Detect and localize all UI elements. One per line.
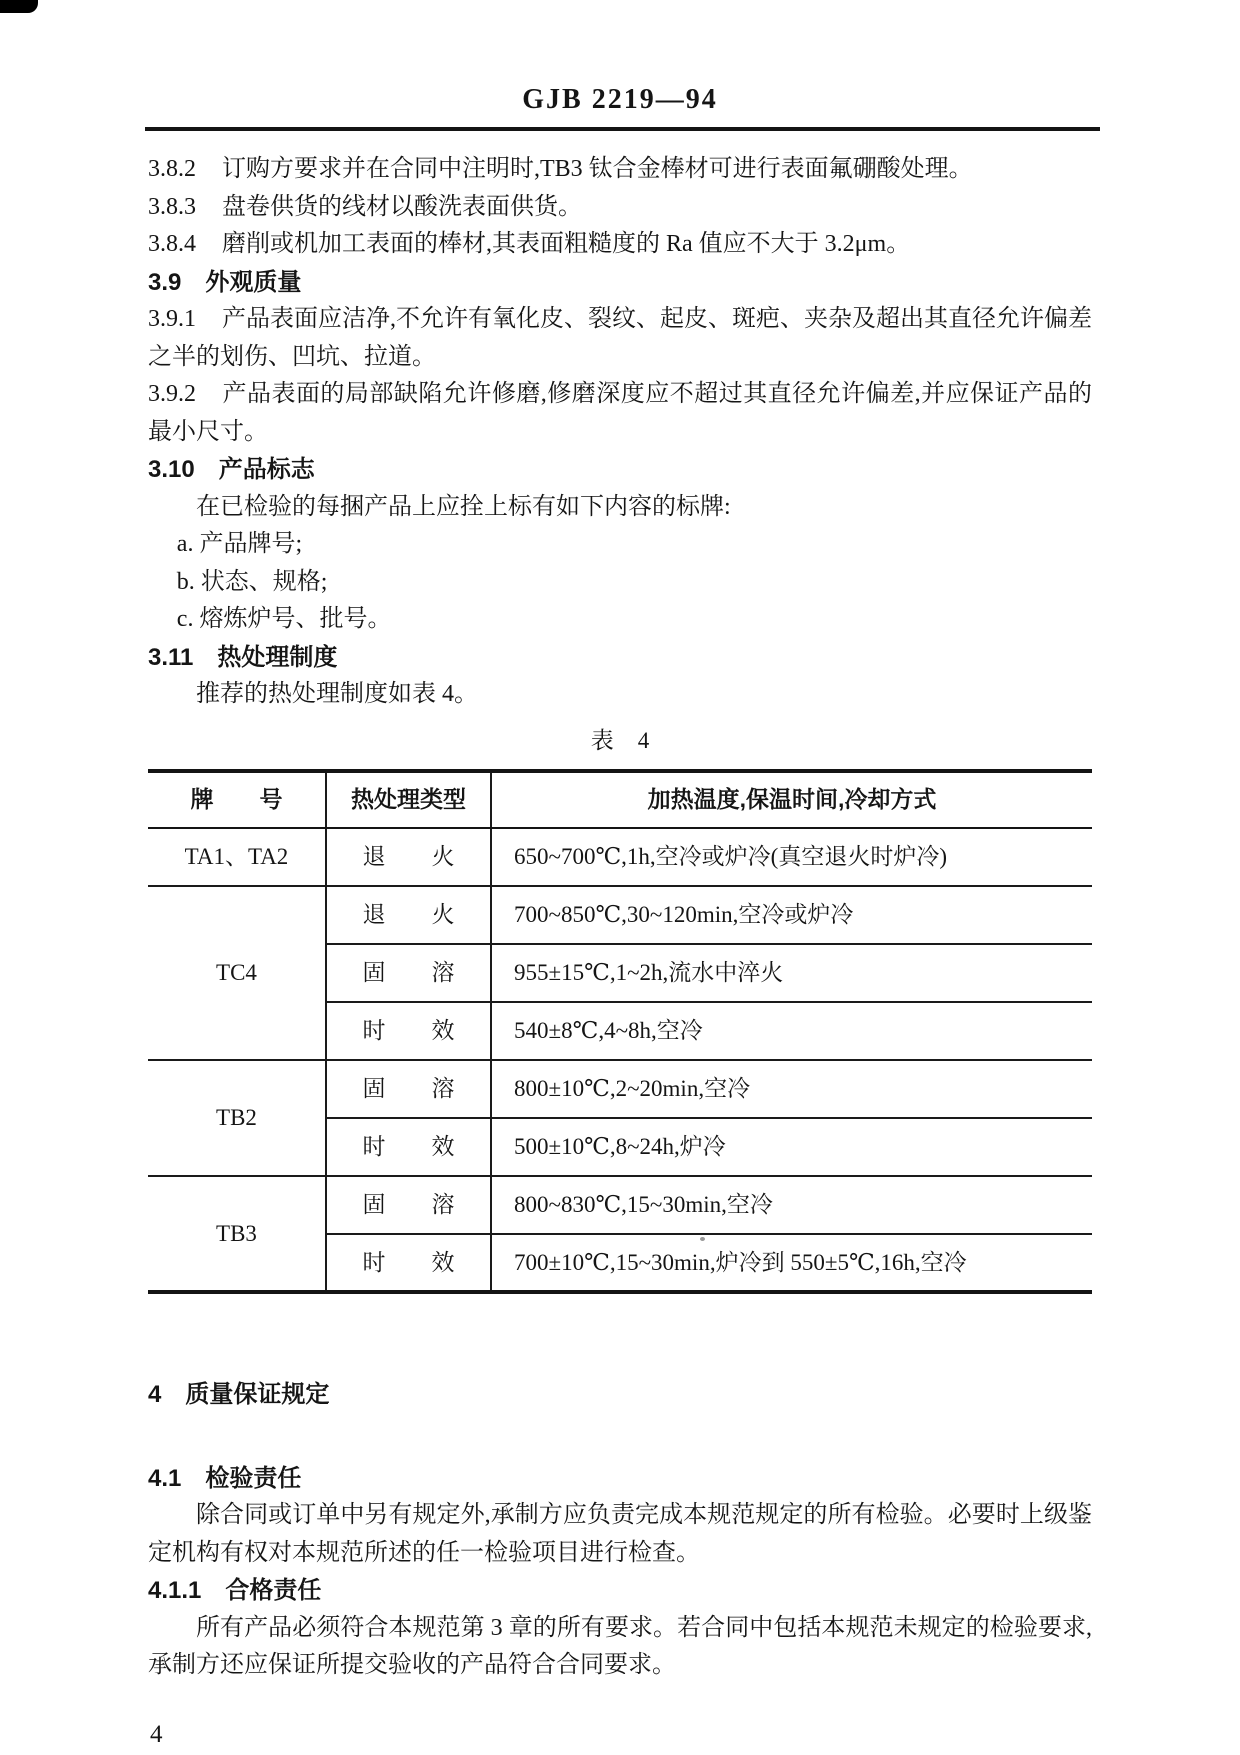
regime-cell: 700±10℃,15~30min,炉冷到 550±5℃,16h,空冷 — [491, 1234, 1092, 1292]
clause-number: 3.9.1 — [148, 306, 196, 332]
heading-text: 合格责任 — [225, 1577, 322, 1604]
clause-number: 3.8.2 — [148, 156, 196, 182]
header-rule — [145, 127, 1100, 131]
regime-cell: 955±15℃,1~2h,流水中淬火 — [491, 944, 1092, 1002]
clause-3-9-2 — [148, 376, 1092, 451]
list-item-b — [148, 564, 1092, 602]
column-header-regime: 加热温度,保温时间,冷却方式 — [491, 771, 1092, 828]
paragraph-text: 所有产品必须符合本规范第 3 章的所有要求。若合同中包括本规范未规定的检验要求,承制方还应保证所提交验收的产品符合合同要求。 — [148, 1614, 1092, 1678]
list-item-a — [148, 526, 1092, 564]
clause-text: 产品表面的局部缺陷允许修磨,修磨深度应不超过其直径允许偏差,并应保证产品的最小尺寸。 — [148, 381, 1092, 445]
scan-speck — [700, 1237, 705, 1241]
clause-number: 3.9.2 — [148, 381, 196, 407]
document-body — [148, 151, 1092, 1685]
list-item-text: c. 熔炼炉号、批号。 — [176, 606, 392, 632]
page-number: 4 — [150, 1720, 163, 1748]
heading-3-10 — [148, 451, 1092, 489]
paragraph-4-1-1 — [148, 1610, 1092, 1685]
scan-artifact-corner — [0, 0, 38, 13]
clause-text: 磨削或机加工表面的棒材,其表面粗糙度的 Ra 值应不大于 3.2μm。 — [222, 231, 911, 257]
heading-text: 外观质量 — [205, 268, 302, 296]
grade-cell: TA1、TA2 — [148, 828, 326, 886]
list-item-c — [148, 601, 1092, 639]
clause-3-8-4 — [148, 226, 1092, 264]
heading-4-1 — [148, 1460, 1092, 1498]
table-caption — [148, 722, 1092, 760]
type-cell: 时 效 — [326, 1002, 491, 1060]
table-caption-number: 4 — [637, 727, 650, 753]
clause-number: 4 — [148, 1381, 162, 1408]
heading-text: 热处理制度 — [217, 643, 338, 671]
grade-cell: TB2 — [148, 1060, 326, 1176]
heading-text: 检验责任 — [205, 1464, 302, 1492]
type-cell: 固 溶 — [326, 1176, 491, 1234]
table-caption-word: 表 — [590, 727, 614, 753]
heading-3-9 — [148, 264, 1092, 302]
standard-code: GJB 2219—94 — [522, 84, 718, 115]
paragraph-marking-intro — [148, 489, 1092, 527]
heading-4-1-1 — [148, 1572, 1092, 1610]
clause-number: 4.1 — [148, 1464, 182, 1492]
list-item-text: a. 产品牌号; — [176, 531, 303, 557]
table-header-row — [148, 771, 1092, 828]
type-cell: 时 效 — [326, 1234, 491, 1292]
clause-number: 3.11 — [148, 643, 194, 671]
paragraph-4-1 — [148, 1497, 1092, 1572]
paragraph-table-ref — [148, 676, 1092, 714]
table-row — [148, 1060, 1092, 1118]
column-header-type: 热处理类型 — [326, 771, 491, 828]
column-header-grade: 牌 号 — [148, 771, 326, 828]
heat-treatment-table — [148, 769, 1092, 1294]
clause-3-9-1 — [148, 301, 1092, 376]
type-cell: 退 火 — [326, 828, 491, 886]
heading-text: 质量保证规定 — [185, 1381, 330, 1408]
regime-cell: 700~850℃,30~120min,空冷或炉冷 — [491, 886, 1092, 944]
clause-text: 盘卷供货的线材以酸洗表面供货。 — [222, 193, 582, 220]
regime-cell: 540±8℃,4~8h,空冷 — [491, 1002, 1092, 1060]
list-item-text: b. 状态、规格; — [176, 568, 328, 595]
regime-cell: 500±10℃,8~24h,炉冷 — [491, 1118, 1092, 1176]
regime-cell: 650~700℃,1h,空冷或炉冷(真空退火时炉冷) — [491, 828, 1092, 886]
grade-cell: TB3 — [148, 1176, 326, 1292]
clause-number: 3.9 — [148, 268, 182, 296]
clause-3-8-3 — [148, 189, 1092, 227]
paragraph-text: 除合同或订单中另有规定外,承制方应负责完成本规范规定的所有检验。必要时上级鉴定机构有权对本规范所述的任一检验项目进行检查。 — [148, 1502, 1092, 1566]
type-cell: 退 火 — [326, 886, 491, 944]
clause-3-8-2 — [148, 151, 1092, 189]
regime-cell: 800±10℃,2~20min,空冷 — [491, 1060, 1092, 1118]
clause-number: 3.8.4 — [148, 231, 196, 257]
regime-cell: 800~830℃,15~30min,空冷 — [491, 1176, 1092, 1234]
type-cell: 固 溶 — [326, 1060, 491, 1118]
grade-cell: TC4 — [148, 886, 326, 1060]
type-cell: 时 效 — [326, 1118, 491, 1176]
heading-3-11 — [148, 639, 1092, 677]
heading-4 — [148, 1376, 1092, 1414]
paragraph-text: 在已检验的每捆产品上应拴上标有如下内容的标牌: — [196, 493, 731, 520]
clause-number: 3.8.3 — [148, 193, 196, 220]
heading-text: 产品标志 — [218, 456, 315, 483]
table-row — [148, 886, 1092, 944]
table-row — [148, 828, 1092, 886]
paragraph-text: 推荐的热处理制度如表 4。 — [196, 681, 478, 707]
clause-text: 产品表面应洁净,不允许有氧化皮、裂纹、起皮、斑疤、夹杂及超出其直径允许偏差之半的划伤、凹坑、拉道。 — [148, 306, 1092, 370]
table-row — [148, 1176, 1092, 1234]
clause-text: 订购方要求并在合同中注明时,TB3 钛合金棒材可进行表面氟硼酸处理。 — [222, 156, 973, 182]
type-cell: 固 溶 — [326, 944, 491, 1002]
clause-number: 3.10 — [148, 456, 195, 483]
clause-number: 4.1.1 — [148, 1577, 202, 1604]
